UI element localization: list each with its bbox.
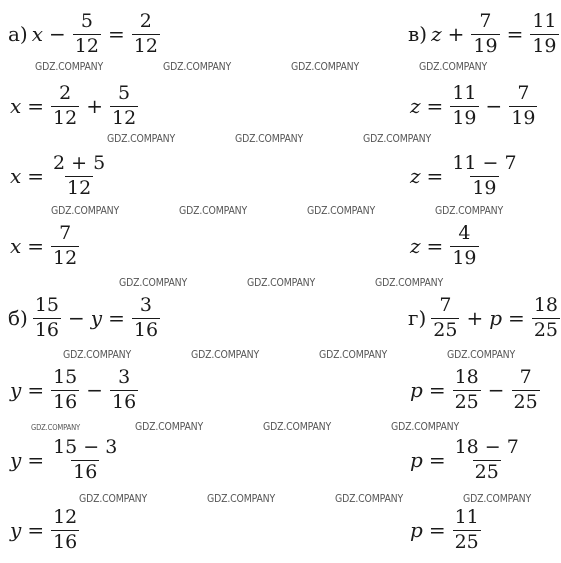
watermark: GDZ.COMPANY: [307, 204, 376, 217]
watermark: GDZ.COMPANY: [419, 60, 488, 73]
label-v: в): [408, 22, 428, 46]
watermark: GDZ.COMPANY: [135, 420, 204, 433]
fraction: [431, 293, 459, 341]
denominator: 16: [112, 390, 137, 413]
numerator: 7: [517, 81, 530, 104]
equation-a-step1: [8, 10, 161, 58]
fraction: [132, 293, 160, 341]
op-minus: −: [86, 378, 104, 402]
numerator: 11 − 7: [452, 151, 517, 174]
numerator: 2: [59, 81, 72, 104]
denominator: 12: [133, 34, 158, 57]
label-b: б): [8, 306, 28, 330]
denominator: 19: [472, 176, 497, 199]
op-plus: +: [466, 306, 484, 330]
fraction: [450, 151, 518, 199]
equation-b-step2: [10, 366, 139, 414]
fraction: [471, 9, 499, 57]
op-plus: +: [86, 94, 103, 118]
fraction: [450, 221, 478, 269]
numerator: 7: [439, 293, 452, 316]
denominator: 25: [513, 390, 538, 413]
equation-v-step2: [410, 82, 538, 130]
watermark: GDZ.COMPANY: [319, 348, 388, 361]
equation-v-step1: [408, 10, 560, 58]
op-equals: =: [426, 164, 444, 188]
numerator: 18: [533, 293, 558, 316]
fraction: [51, 505, 79, 553]
numerator: 4: [458, 221, 471, 244]
fraction: [51, 221, 79, 269]
var-z: z: [410, 234, 421, 258]
op-equals: =: [107, 22, 125, 46]
denominator: 12: [53, 106, 78, 129]
equation-b-step1: [8, 294, 161, 342]
fraction: [530, 9, 558, 57]
fraction: [132, 9, 160, 57]
denominator: 25: [474, 460, 499, 483]
denominator: 19: [532, 34, 557, 57]
fraction: [450, 81, 478, 129]
watermark: GDZ.COMPANY: [63, 348, 132, 361]
watermark: GDZ.COMPANY: [119, 276, 188, 289]
equation-b-step4: [10, 506, 80, 554]
denominator: 25: [454, 390, 479, 413]
watermark: GDZ.COMPANY: [291, 60, 360, 73]
numerator: 11: [452, 81, 477, 104]
numerator: 7: [519, 365, 532, 388]
equation-g-step2: [410, 366, 541, 414]
equation-g-step4: [410, 506, 482, 554]
op-equals: =: [27, 518, 45, 542]
fraction: [33, 293, 61, 341]
watermark: GDZ.COMPANY: [263, 420, 332, 433]
var-y: y: [10, 448, 22, 472]
equation-g-step3: [410, 436, 522, 484]
fraction: [51, 435, 119, 483]
var-p: p: [410, 448, 423, 472]
equation-b-step3: [10, 436, 120, 484]
denominator: 12: [67, 176, 92, 199]
equation-a-step3: [10, 152, 108, 200]
denominator: 16: [73, 460, 98, 483]
op-plus: +: [447, 22, 465, 46]
var-z: z: [410, 164, 421, 188]
var-p: p: [410, 518, 423, 542]
watermark: GDZ.COMPANY: [335, 492, 404, 505]
equation-v-step4: [410, 222, 480, 270]
fraction: [532, 293, 560, 341]
var-z: z: [410, 94, 421, 118]
op-equals: =: [27, 94, 45, 118]
denominator: 25: [533, 318, 558, 341]
op-equals: =: [508, 306, 525, 330]
equation-a-step2: [10, 82, 139, 130]
equation-a-step4: [10, 222, 80, 270]
op-equals: =: [428, 518, 446, 542]
numerator: 2: [139, 9, 152, 32]
fraction: [51, 365, 79, 413]
denominator: 16: [133, 318, 159, 341]
fraction: [51, 81, 79, 129]
var-y: y: [10, 378, 22, 402]
watermark: GDZ.COMPANY: [447, 348, 516, 361]
denominator: 16: [34, 318, 60, 341]
op-equals: =: [426, 94, 444, 118]
fraction: [110, 365, 138, 413]
var-y: y: [10, 518, 22, 542]
watermark: GDZ.COMPANY: [375, 276, 444, 289]
watermark: GDZ.COMPANY: [207, 492, 276, 505]
denominator: 16: [53, 390, 78, 413]
var-p: p: [489, 306, 503, 330]
fraction: [453, 505, 481, 553]
op-equals: =: [506, 22, 524, 46]
watermark: GDZ.COMPANY: [247, 276, 316, 289]
var-x: x: [10, 94, 22, 118]
denominator: 12: [53, 246, 78, 269]
var-x: x: [31, 22, 44, 46]
op-minus: −: [68, 306, 85, 330]
op-equals: =: [27, 448, 45, 472]
numerator: 18: [454, 365, 479, 388]
fraction: [453, 435, 521, 483]
op-equals: =: [108, 306, 125, 330]
numerator: 15: [53, 365, 78, 388]
numerator: 3: [139, 293, 153, 316]
op-equals: =: [27, 234, 45, 258]
numerator: 7: [479, 9, 492, 32]
watermark: GDZ.COMPANY: [51, 204, 120, 217]
denominator: 19: [452, 106, 477, 129]
watermark: GDZ.COMPANY: [179, 204, 248, 217]
op-equals: =: [428, 378, 446, 402]
numerator: 7: [59, 221, 72, 244]
fraction: [509, 81, 537, 129]
op-equals: =: [27, 164, 45, 188]
numerator: 18 − 7: [454, 435, 519, 458]
var-p: p: [410, 378, 423, 402]
watermark: GDZ.COMPANY: [107, 132, 176, 145]
numerator: 5: [80, 9, 93, 32]
numerator: 15 − 3: [53, 435, 118, 458]
numerator: 11: [532, 9, 557, 32]
equation-g-step1: [408, 294, 561, 342]
op-minus: −: [485, 94, 503, 118]
op-equals: =: [426, 234, 444, 258]
watermark: GDZ.COMPANY: [435, 204, 504, 217]
numerator: 3: [118, 365, 131, 388]
label-g: г): [408, 306, 427, 330]
var-x: x: [10, 164, 22, 188]
fraction: [110, 81, 138, 129]
op-equals: =: [27, 378, 45, 402]
watermark: GDZ.COMPANY: [35, 60, 104, 73]
denominator: 25: [433, 318, 458, 341]
equation-v-step3: [410, 152, 520, 200]
watermark: GDZ.COMPANY: [79, 492, 148, 505]
numerator: 5: [118, 81, 131, 104]
denominator: 12: [74, 34, 99, 57]
numerator: 12: [53, 505, 78, 528]
watermark: GDZ.COMPANY: [163, 60, 232, 73]
watermark: GDZ.COMPANY: [363, 132, 432, 145]
numerator: 15: [34, 293, 60, 316]
fraction: [453, 365, 481, 413]
denominator: 25: [454, 530, 479, 553]
op-equals: =: [428, 448, 446, 472]
denominator: 12: [112, 106, 137, 129]
numerator: 2 + 5: [53, 151, 106, 174]
label-a: а): [8, 22, 28, 46]
watermark: GDZ.COMPANY: [463, 492, 532, 505]
op-minus: −: [487, 378, 505, 402]
watermark: GDZ.COMPANY: [235, 132, 304, 145]
op-minus: −: [49, 22, 66, 46]
var-x: x: [10, 234, 22, 258]
fraction: [51, 151, 107, 199]
denominator: 19: [452, 246, 477, 269]
watermark: GDZ.COMPANY: [391, 420, 460, 433]
fraction: [512, 365, 540, 413]
denominator: 16: [53, 530, 78, 553]
watermark: GDZ.COMPANY: [191, 348, 260, 361]
fraction: [73, 9, 101, 57]
denominator: 19: [473, 34, 498, 57]
var-z: z: [431, 22, 442, 46]
numerator: 11: [454, 505, 479, 528]
watermark: GDZ.COMPANY: [31, 423, 80, 432]
denominator: 19: [511, 106, 536, 129]
var-y: y: [90, 306, 103, 330]
